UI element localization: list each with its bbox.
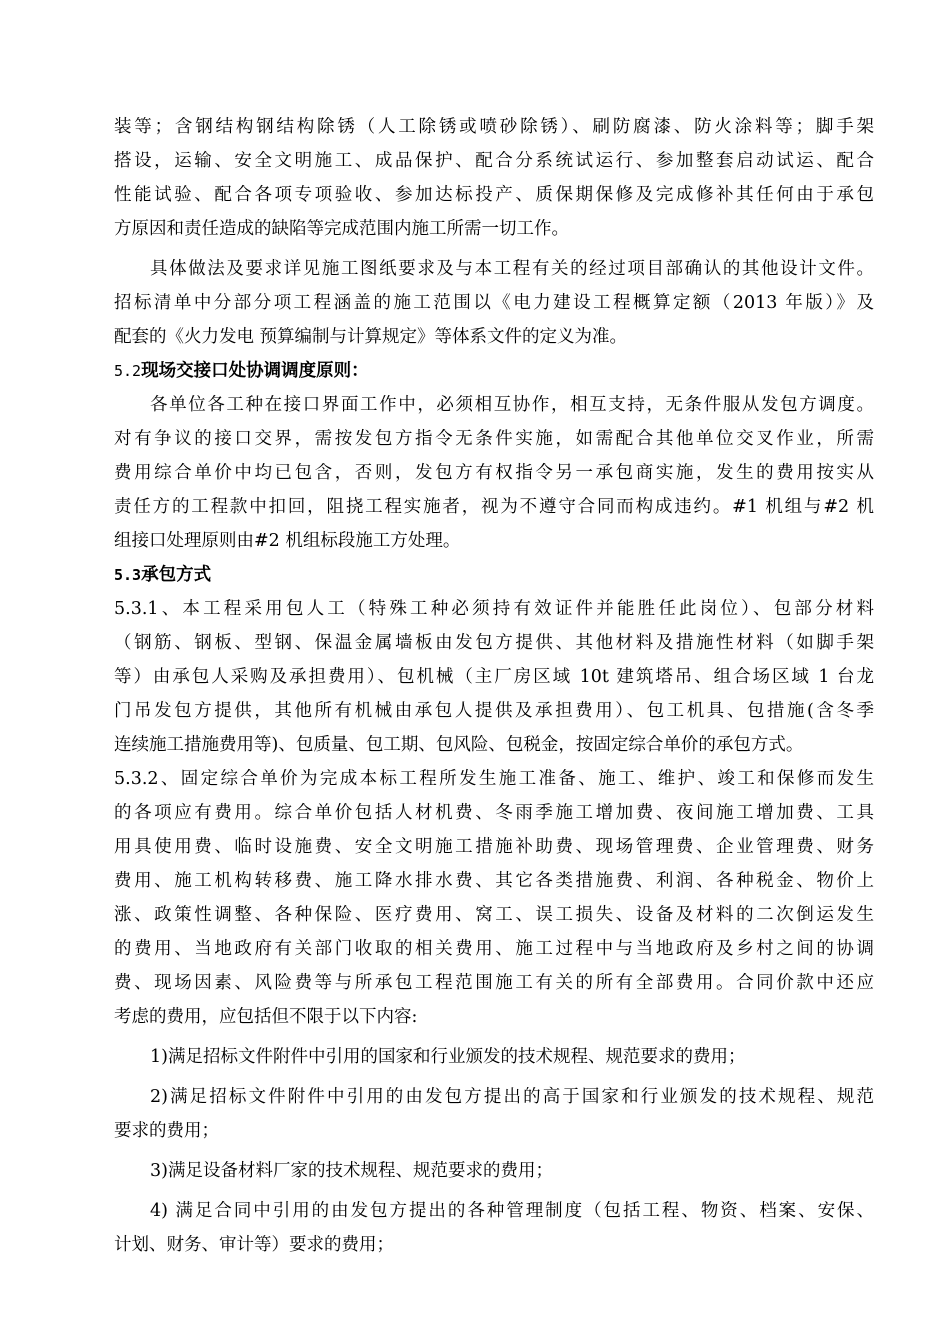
text-line: 对有争议的接口交界，需按发包方指令无条件实施，如需配合其他单位交叉作业，所需 bbox=[114, 429, 874, 449]
text-line: 用具使用费、临时设施费、安全文明施工措施补助费、现场管理费、企业管理费、财务 bbox=[114, 837, 874, 857]
paragraph-5-3-2 bbox=[114, 762, 874, 1034]
list-item-4 bbox=[114, 1194, 874, 1262]
text-line: 各单位各工种在接口界面工作中，必须相互协作，相互支持，无条件服从发包方调度。 bbox=[150, 395, 874, 415]
text-line: 费用综合单价中均已包含，否则，发包方有权指令另一承包商实施，发生的费用按实从 bbox=[114, 463, 874, 483]
document-body bbox=[114, 110, 874, 1262]
text-line: 的费用、当地政府有关部门收取的相关费用、施工过程中与当地政府及乡村之间的协调 bbox=[114, 939, 874, 959]
paragraph-specific-requirements bbox=[114, 252, 874, 354]
text-line: 费、现场因素、风险费等与所承包工程范围施工有关的所有全部费用。合同价款中还应 bbox=[114, 973, 874, 993]
paragraph-scope-continuation bbox=[114, 110, 874, 246]
text-line: 连续施工措施费用等)、包质量、包工期、包风险、包税金，按固定综合单价的承包方式。 bbox=[114, 735, 804, 755]
text-line: 费用、施工机构转移费、施工降水排水费、其它各类措施费、利润、各种税金、物价上 bbox=[114, 871, 874, 891]
text-line: 组接口处理原则由#2 机组标段施工方处理。 bbox=[114, 531, 461, 551]
text-line: 招标清单中分部分项工程涵盖的施工范围以《电力建设工程概算定额（2013 年版）》及 bbox=[114, 293, 874, 313]
text-line: 2)满足招标文件附件中引用的由发包方提出的高于国家和行业颁发的技术规程、规范 bbox=[150, 1087, 874, 1107]
text-line: 5.3.1、本工程采用包人工（特殊工种必须持有效证件并能胜任此岗位）、包部分材料 bbox=[114, 599, 874, 619]
text-line: 1)满足招标文件附件中引用的国家和行业颁发的技术规程、规范要求的费用； bbox=[150, 1047, 746, 1067]
list-item-2 bbox=[114, 1080, 874, 1148]
text-line: 5.3.2、固定综合单价为完成本标工程所发生施工准备、施工、维护、竣工和保修而发生 bbox=[114, 769, 874, 789]
text-line: 配套的《火力发电 预算编制与计算规定》等体系文件的定义为准。 bbox=[114, 327, 628, 347]
text-line: 4) 满足合同中引用的由发包方提出的各种管理制度（包括工程、物资、档案、安保、 bbox=[150, 1201, 874, 1221]
text-line: （钢筋、钢板、型钢、保温金属墙板由发包方提供、其他材料及措施性材料（如脚手架 bbox=[114, 633, 874, 653]
section-number: 5.3 bbox=[114, 566, 142, 584]
paragraph-coordination-principle bbox=[114, 388, 874, 558]
text-line: 等）由承包人采购及承担费用）、包机械（主厂房区域 10t 建筑塔吊、组合场区域 1 台龙 bbox=[114, 667, 874, 687]
section-number: 5.2 bbox=[114, 362, 142, 380]
text-line: 性能试验、配合各项专项验收、参加达标投产、质保期保修及完成修补其任何由于承包 bbox=[114, 185, 874, 205]
text-line: 涨、政策性调整、各种保险、医疗费用、窝工、误工损失、设备及材料的二次倒运发生 bbox=[114, 905, 874, 925]
text-line: 计划、财务、审计等）要求的费用； bbox=[114, 1235, 394, 1255]
section-heading-5-3 bbox=[114, 558, 874, 592]
text-line: 具体做法及要求详见施工图纸要求及与本工程有关的经过项目部确认的其他设计文件。 bbox=[150, 259, 874, 279]
text-line: 要求的费用； bbox=[114, 1121, 219, 1141]
text-line: 门吊发包方提供，其他所有机械由承包人提供及承担费用）、包工机具、包措施(含冬季 bbox=[114, 701, 874, 721]
paragraph-5-3-1 bbox=[114, 592, 874, 762]
section-title: 承包方式 bbox=[141, 565, 212, 585]
text-line: 3)满足设备材料厂家的技术规程、规范要求的费用； bbox=[150, 1161, 553, 1181]
text-line: 考虑的费用，应包括但不限于以下内容: bbox=[114, 1007, 418, 1027]
text-line: 责任方的工程款中扣回，阻挠工程实施者，视为不遵守合同而构成违约。#1 机组与#2 机 bbox=[114, 497, 874, 517]
text-line: 搭设，运输、安全文明施工、成品保护、配合分系统试运行、参加整套启动试运、配合 bbox=[114, 151, 874, 171]
text-line: 的各项应有费用。综合单价包括人材机费、冬雨季施工增加费、夜间施工增加费、工具 bbox=[114, 803, 874, 823]
text-line: 方原因和责任造成的缺陷等完成范围内施工所需一切工作。 bbox=[114, 219, 569, 239]
section-title: 现场交接口处协调调度原则： bbox=[141, 361, 369, 381]
list-item-3 bbox=[114, 1154, 874, 1188]
list-item-1 bbox=[114, 1040, 874, 1074]
section-heading-5-2 bbox=[114, 354, 874, 388]
text-line: 装等；含钢结构钢结构除锈（人工除锈或喷砂除锈）、刷防腐漆、防火涂料等；脚手架 bbox=[114, 117, 874, 137]
